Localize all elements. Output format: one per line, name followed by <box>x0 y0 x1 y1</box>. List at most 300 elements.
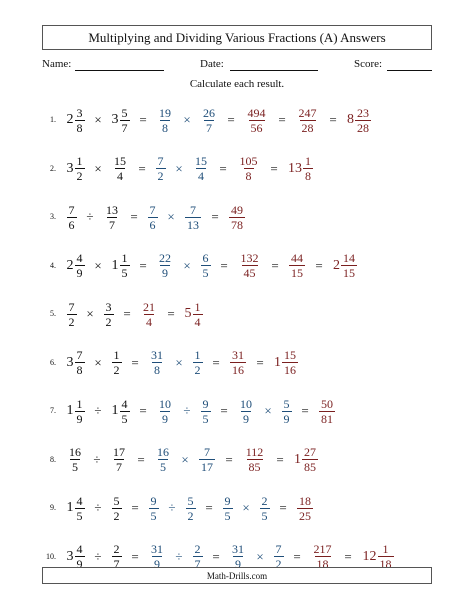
denominator: 2 <box>105 314 112 329</box>
denominator: 5 <box>261 508 268 523</box>
fraction-term <box>152 440 174 480</box>
denominator: 16 <box>232 363 244 377</box>
multiply-sign: × <box>167 209 175 224</box>
multiply-sign: × <box>94 160 102 176</box>
denominator: 9 <box>76 266 83 280</box>
fraction <box>201 106 217 135</box>
multiply-sign: × <box>183 112 191 127</box>
numerator: 4 <box>76 542 83 556</box>
denominator: 6 <box>149 217 156 232</box>
multiply-sign: × <box>264 403 272 418</box>
problem-number: 10. <box>46 551 56 561</box>
fraction <box>297 494 313 523</box>
denominator: 28 <box>301 120 314 135</box>
whole-part: 1 <box>274 354 281 370</box>
fraction <box>302 445 318 474</box>
numerator: 112 <box>245 445 264 459</box>
mixed-number <box>64 391 87 431</box>
numerator: 22 <box>159 251 171 265</box>
numerator: 2 <box>194 542 201 556</box>
mixed-number <box>109 391 132 431</box>
denominator: 8 <box>154 363 160 377</box>
equals-sign: = <box>315 257 323 273</box>
fraction-term <box>279 391 294 431</box>
equals-sign: = <box>225 451 233 467</box>
fraction-term <box>198 246 213 286</box>
equals-sign: = <box>220 257 228 273</box>
multiply-sign: × <box>183 257 191 273</box>
numerator: 7 <box>157 154 164 168</box>
fraction <box>289 251 305 280</box>
problem-row <box>0 100 474 140</box>
fraction-term <box>234 149 263 189</box>
fraction-term <box>146 343 168 383</box>
problem-number: 7. <box>50 406 56 415</box>
problem-row <box>0 343 474 383</box>
mixed-number <box>291 440 321 480</box>
numerator: 5 <box>283 396 290 411</box>
whole-part: 3 <box>111 112 119 127</box>
equals-sign: = <box>137 451 145 467</box>
denominator: 5 <box>224 508 231 523</box>
whole-part: 1 <box>294 451 301 467</box>
fraction <box>157 397 173 426</box>
fraction <box>239 251 261 280</box>
mixed-number-body <box>185 300 203 329</box>
denominator: 6 <box>68 217 75 232</box>
equals-sign: = <box>131 354 139 370</box>
footer <box>42 567 432 584</box>
numerator: 9 <box>202 396 209 411</box>
fraction-term <box>109 343 124 383</box>
fraction-term <box>293 100 322 140</box>
numerator: 31 <box>232 348 244 362</box>
denominator: 4 <box>146 314 152 329</box>
fraction-term <box>257 488 272 528</box>
fraction-term <box>286 246 308 286</box>
fraction <box>75 154 85 183</box>
fraction <box>112 494 122 523</box>
mixed-number <box>271 343 301 383</box>
fraction-term <box>64 440 86 480</box>
equals-sign: = <box>205 500 213 515</box>
mixed-number-body <box>67 397 85 426</box>
fraction-term <box>235 391 257 431</box>
fraction <box>120 397 130 426</box>
fraction <box>155 445 171 474</box>
fraction-term <box>145 197 160 237</box>
fraction-term <box>109 488 124 528</box>
denominator: 15 <box>291 266 303 280</box>
equals-sign: = <box>131 500 139 515</box>
fraction-term <box>138 294 160 334</box>
fraction-term <box>227 343 249 383</box>
fraction <box>223 494 233 523</box>
denominator: 9 <box>162 411 168 426</box>
mixed-number <box>285 149 316 189</box>
numerator: 5 <box>113 493 120 508</box>
divide-sign: ÷ <box>183 403 191 418</box>
fraction <box>67 300 77 329</box>
problem-row <box>0 197 474 237</box>
whole-part: 2 <box>66 257 74 273</box>
denominator: 85 <box>304 460 316 474</box>
numerator: 2 <box>113 542 120 556</box>
multiply-sign: × <box>175 354 183 370</box>
divide-sign: ÷ <box>94 403 102 418</box>
denominator: 9 <box>154 557 160 571</box>
fraction-term <box>242 100 271 140</box>
numerator: 16 <box>69 445 81 459</box>
equals-sign: = <box>212 548 220 564</box>
numerator: 2 <box>261 493 268 508</box>
problem-number: 9. <box>50 503 56 512</box>
divide-sign: ÷ <box>93 451 101 467</box>
fraction-term <box>226 197 248 237</box>
fraction <box>75 494 85 523</box>
fraction-term <box>196 440 218 480</box>
fraction-term <box>198 100 220 140</box>
denominator: 5 <box>121 266 128 280</box>
fraction-term <box>101 294 116 334</box>
equals-sign: = <box>219 160 227 176</box>
fraction <box>149 494 159 523</box>
whole-part: 1 <box>111 403 119 418</box>
denominator: 8 <box>305 169 311 183</box>
denominator: 13 <box>187 217 199 232</box>
numerator: 217 <box>313 542 332 556</box>
numerator: 7 <box>76 348 83 362</box>
multiply-sign: × <box>86 306 94 321</box>
fraction <box>104 203 120 232</box>
fraction <box>193 154 209 183</box>
fraction-term <box>146 488 161 528</box>
fraction-term <box>108 440 130 480</box>
denominator: 4 <box>117 169 123 183</box>
problem-row <box>0 246 474 286</box>
divide-sign: ÷ <box>94 548 102 564</box>
numerator: 5 <box>187 493 194 508</box>
numerator: 132 <box>240 251 259 265</box>
whole-part: 3 <box>66 548 74 564</box>
numerator: 21 <box>143 299 155 314</box>
problem-number: 4. <box>50 260 56 270</box>
fraction-term <box>153 149 168 189</box>
denominator: 2 <box>187 508 194 523</box>
denominator: 78 <box>231 217 243 232</box>
numerator: 50 <box>321 396 333 411</box>
mixed-number-body <box>67 348 85 377</box>
numerator: 7 <box>68 299 75 314</box>
numerator: 9 <box>150 493 157 508</box>
denominator: 5 <box>121 411 128 426</box>
instruction: Calculate each result. <box>189 78 285 90</box>
name-line <box>75 70 164 71</box>
numerator: 31 <box>232 542 244 556</box>
fraction <box>355 106 371 135</box>
numerator: 3 <box>105 299 112 314</box>
denominator: 17 <box>201 460 213 474</box>
numerator: 7 <box>149 202 156 217</box>
divide-sign: ÷ <box>94 500 102 515</box>
fraction <box>246 106 268 135</box>
whole-part: 1 <box>66 500 74 515</box>
fraction-term <box>294 488 316 528</box>
problem-row <box>0 149 474 189</box>
denominator: 16 <box>284 363 296 377</box>
numerator: 13 <box>106 202 118 217</box>
denominator: 8 <box>245 169 252 183</box>
denominator: 5 <box>76 508 83 523</box>
problem-number: 2. <box>50 163 56 173</box>
mixed-number <box>64 488 87 528</box>
fraction <box>112 348 122 377</box>
equals-sign: = <box>138 160 146 176</box>
denominator: 85 <box>248 460 261 474</box>
numerator: 105 <box>239 154 258 168</box>
problem-number: 6. <box>50 357 56 367</box>
equals-sign: = <box>131 548 139 564</box>
footer-text: Math-Drills.com <box>206 570 268 581</box>
multiply-sign: × <box>94 354 102 370</box>
numerator: 4 <box>76 251 83 265</box>
name-label: Name: <box>42 58 72 70</box>
equals-sign: = <box>293 548 301 564</box>
equals-sign: = <box>139 257 147 273</box>
denominator: 9 <box>235 557 241 571</box>
fraction-term <box>154 100 176 140</box>
denominator: 18 <box>379 557 392 571</box>
fraction <box>193 348 203 377</box>
denominator: 2 <box>157 169 164 183</box>
problem-row <box>0 391 474 431</box>
whole-part: 2 <box>333 257 340 273</box>
denominator: 81 <box>321 411 333 426</box>
worksheet-title <box>42 25 432 50</box>
title-text: Multiplying and Dividing Various Fractions (A) Answers <box>88 29 386 45</box>
numerator: 15 <box>114 154 126 168</box>
problem-number: 5. <box>50 309 56 318</box>
denominator: 56 <box>250 120 263 135</box>
numerator: 7 <box>275 542 282 556</box>
numerator: 19 <box>159 105 171 120</box>
multiply-sign: × <box>181 451 189 467</box>
whole-part: 13 <box>288 160 302 176</box>
equals-sign: = <box>123 306 131 321</box>
fraction <box>193 300 203 329</box>
mixed-number-body <box>333 251 357 280</box>
fraction <box>75 106 85 135</box>
denominator: 5 <box>72 460 78 474</box>
denominator: 4 <box>194 314 201 329</box>
fraction <box>75 397 85 426</box>
mixed-number <box>182 294 205 334</box>
denominator: 7 <box>206 120 212 135</box>
problem-row <box>0 294 474 334</box>
equals-sign: = <box>270 160 278 176</box>
denominator: 9 <box>162 266 168 280</box>
mixed-number-body <box>288 154 313 183</box>
denominator: 7 <box>113 557 120 571</box>
fraction <box>149 348 165 377</box>
mixed-number <box>330 246 360 286</box>
denominator: 15 <box>343 266 355 280</box>
numerator: 3 <box>76 105 83 120</box>
date-label: Date: <box>200 58 224 70</box>
denominator: 2 <box>113 508 120 523</box>
equals-sign: = <box>211 209 219 224</box>
numerator: 4 <box>121 396 128 411</box>
numerator: 27 <box>304 445 316 459</box>
fraction-term <box>64 197 79 237</box>
numerator: 15 <box>284 348 296 362</box>
numerator: 5 <box>121 105 128 120</box>
mixed-number-body <box>347 106 371 135</box>
whole-part: 5 <box>184 306 192 321</box>
numerator: 26 <box>203 105 215 120</box>
equals-sign: = <box>130 209 138 224</box>
fraction <box>75 348 85 377</box>
numerator: 7 <box>190 202 196 217</box>
whole-part: 3 <box>66 354 74 370</box>
numerator: 31 <box>151 348 163 362</box>
mixed-number-body <box>112 397 130 426</box>
fraction <box>199 445 215 474</box>
fraction-term <box>101 197 123 237</box>
fraction-term <box>198 391 213 431</box>
numerator: 1 <box>76 154 83 168</box>
fraction <box>156 154 166 183</box>
numerator: 18 <box>299 493 311 508</box>
numerator: 17 <box>113 445 125 459</box>
fraction <box>75 251 85 280</box>
denominator: 5 <box>160 460 166 474</box>
numerator: 10 <box>159 396 171 411</box>
denominator: 5 <box>150 508 157 523</box>
denominator: 9 <box>76 411 83 426</box>
fraction-term <box>190 149 212 189</box>
fraction <box>297 106 319 135</box>
denominator: 8 <box>76 120 83 135</box>
whole-part: 12 <box>362 548 377 564</box>
whole-part: 1 <box>111 257 119 273</box>
denominator: 28 <box>357 120 369 135</box>
fraction <box>282 397 292 426</box>
mixed-number-body <box>67 251 85 280</box>
whole-part: 3 <box>66 160 74 176</box>
denominator: 2 <box>68 314 75 329</box>
fraction <box>141 300 157 329</box>
numerator: 1 <box>382 542 389 556</box>
whole-part: 2 <box>66 112 74 127</box>
mixed-number <box>64 149 87 189</box>
equals-sign: = <box>276 451 284 467</box>
whole-part: 8 <box>347 112 354 127</box>
mixed-number <box>64 246 87 286</box>
mixed-number-body <box>294 445 318 474</box>
problem-number: 8. <box>50 454 56 464</box>
denominator: 9 <box>243 411 249 426</box>
denominator: 4 <box>198 169 204 183</box>
multiply-sign: × <box>94 112 102 127</box>
denominator: 7 <box>121 120 128 135</box>
fraction-term <box>240 440 269 480</box>
denominator: 7 <box>109 217 115 232</box>
mixed-number-body <box>67 106 85 135</box>
problem-number: 3. <box>50 212 56 221</box>
problem-row <box>0 488 474 528</box>
divide-sign: ÷ <box>86 209 94 224</box>
score-label: Score: <box>354 58 383 70</box>
problem-row <box>0 440 474 480</box>
fraction-term <box>109 149 131 189</box>
fraction-term <box>220 488 235 528</box>
denominator: 5 <box>202 411 209 426</box>
multiply-sign: × <box>175 160 183 176</box>
denominator: 9 <box>283 411 290 426</box>
equals-sign: = <box>227 112 235 127</box>
mixed-number <box>64 343 87 383</box>
numerator: 1 <box>76 396 83 411</box>
fraction <box>67 203 77 232</box>
fraction-term <box>182 197 204 237</box>
mixed-number <box>344 100 374 140</box>
fraction <box>201 251 211 280</box>
numerator: 49 <box>231 202 243 217</box>
numerator: 7 <box>68 202 75 217</box>
numerator: 1 <box>194 299 201 314</box>
fraction <box>185 203 201 232</box>
fraction <box>112 154 128 183</box>
numerator: 44 <box>291 251 303 265</box>
denominator: 25 <box>299 508 311 523</box>
numerator: 494 <box>247 105 266 120</box>
equals-sign: = <box>212 354 220 370</box>
fraction <box>282 348 298 377</box>
fraction <box>238 397 254 426</box>
numerator: 1 <box>194 348 201 362</box>
numerator: 4 <box>76 493 83 508</box>
fraction <box>260 494 270 523</box>
numerator: 1 <box>305 154 311 168</box>
mixed-number-body <box>112 251 130 280</box>
fraction-term <box>154 246 176 286</box>
denominator: 5 <box>202 266 209 280</box>
fraction <box>201 397 211 426</box>
equals-sign: = <box>167 306 175 321</box>
denominator: 7 <box>116 460 122 474</box>
whole-part: 1 <box>66 403 74 418</box>
fraction <box>120 251 130 280</box>
divide-sign: ÷ <box>175 548 183 564</box>
denominator: 8 <box>162 120 168 135</box>
multiply-sign: × <box>242 500 250 515</box>
equals-sign: = <box>271 257 279 273</box>
denominator: 8 <box>76 363 83 377</box>
denominator: 2 <box>275 557 282 571</box>
fraction-term <box>183 488 198 528</box>
mixed-number <box>109 100 132 140</box>
numerator: 15 <box>195 154 207 168</box>
fraction <box>341 251 357 280</box>
equals-sign: = <box>256 354 264 370</box>
fraction <box>67 445 83 474</box>
mixed-number <box>109 246 132 286</box>
fraction-term <box>235 246 264 286</box>
fraction <box>104 300 114 329</box>
divide-sign: ÷ <box>168 500 176 515</box>
equals-sign: = <box>301 403 309 418</box>
